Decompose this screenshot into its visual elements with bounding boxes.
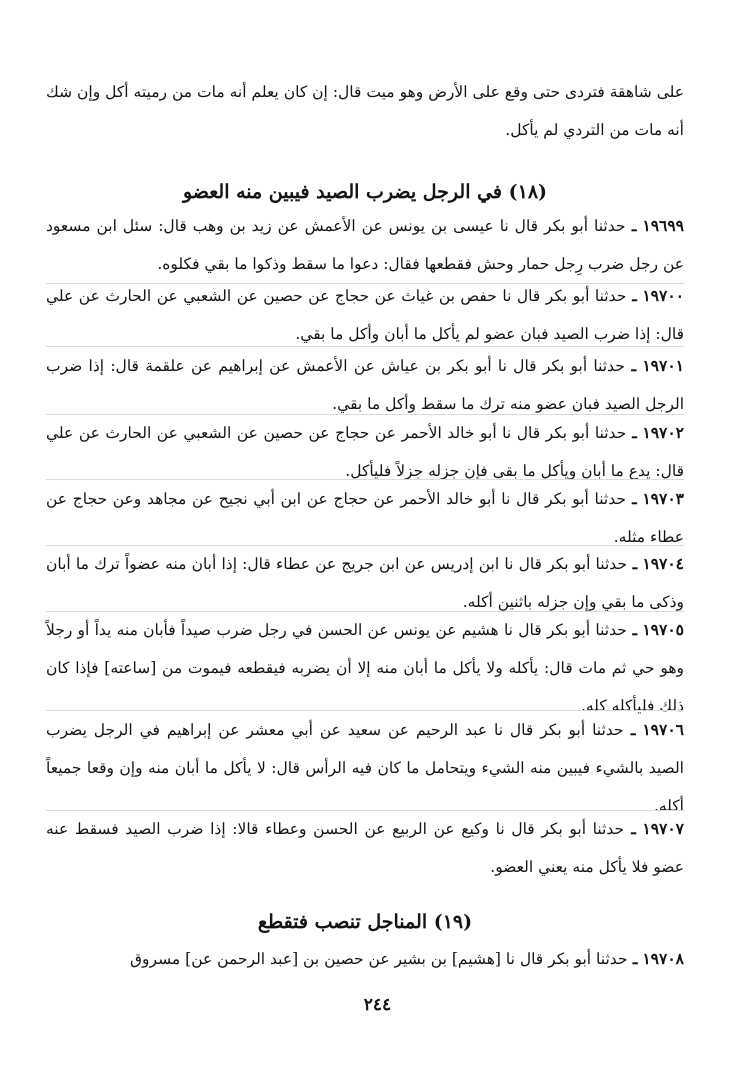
- hadith-entry: [46, 711, 684, 825]
- entry-dash: ـ: [623, 720, 636, 739]
- entry-dash: ـ: [625, 216, 637, 235]
- hadith-entry: [46, 611, 684, 725]
- entry-number: ١٩٧٠٦: [642, 720, 684, 739]
- entry-dash: ـ: [626, 554, 638, 573]
- entry-number: ١٩٧٠٠: [642, 286, 684, 305]
- entry-dash: ـ: [626, 286, 637, 305]
- entry-number: ١٩٦٩٩: [642, 216, 685, 235]
- hadith-entry: [46, 277, 684, 353]
- entry-dash: ـ: [624, 356, 637, 375]
- entry-text: حدثنا أبو بكر قال نا أبو خالد الأحمر عن حجاج عن حصين عن الشعبي عن الحارث عن علي قال: يدع ما أبان ويأكل ما بقي فإن جزله جزلاً فليأكل.: [46, 424, 684, 480]
- hadith-entry: [46, 545, 684, 621]
- entry-number: ١٩٧٠٨: [642, 949, 684, 968]
- section-heading-19: (١٩) المناجل تنصب فتقطع: [257, 911, 473, 933]
- entry-text: حدثنا أبو بكر قال نا أبو بكر بن عياش عن الأعمش عن إبراهيم عن علقمة قال: إذا ضرب الرجل الصيد فبان عضو منه ترك ما سقط وأكل ما بقي.: [46, 357, 684, 413]
- page-number: ٢٤٤: [363, 995, 392, 1015]
- entry-text: حدثنا أبو بكر قال نا [هشيم] بن بشير عن حصين بن [عبد الرحمن عن] مسروق: [130, 950, 628, 968]
- entry-text: حدثنا أبو بكر قال نا عبد الرحيم عن سعيد عن أبي معشر عن إبراهيم في الرجل يضرب الصيد بالشيء فيبين منه الشيء ويتحامل ما كان فيه الرأس قال: لا يأكل ما أبان منه وإن وقعا جميعاً أكله.: [46, 721, 684, 815]
- entry-text: حدثنا أبو بكر قال نا ابن إدريس عن ابن جريج عن عطاء قال: إذا أبان منه عضواً ترك ما أبان وذكى ما بقي وإن جزله باثنين أكله.: [46, 555, 684, 611]
- entry-text: حدثنا أبو بكر قال نا أبو خالد الأحمر عن حجاج عن ابن أبي نجيح عن مجاهد وعن حجاج عن عطاء مثله.: [46, 490, 684, 546]
- hadith-entry: [46, 347, 684, 423]
- entry-dash: ـ: [626, 620, 638, 639]
- hadith-entry-last: [46, 940, 684, 978]
- entry-text: حدثنا أبو بكر قال نا حفص بن غياث عن حجاج عن حصين عن الشعبي عن الحارث عن علي قال: إذا ضرب الصيد فبان عضو لم يأكل ما أبان وأكل ما بقي.: [46, 287, 684, 343]
- entry-text: حدثنا أبو بكر قال نا هشيم عن يونس عن الحسن في رجل ضرب صيداً فأبان منه يداً أو رجلاً وهو حي ثم مات قال: يأكله ولا يأكل ما أبان منه إلا أن يضربه فيقطعه فيموت من [ساعته] فإذا كان ذلك فليأكله كله.: [46, 621, 684, 715]
- section-heading-18: (١٨) في الرجل يضرب الصيد فيبين منه العضو: [182, 181, 548, 203]
- entry-number: ١٩٧٠٧: [642, 819, 685, 838]
- entry-text: حدثنا أبو بكر قال نا وكيع عن الربيع عن الحسن وعطاء قالا: إذا ضرب الصيد فسقط عنه عضو فلا يأكل منه يعني العضو.: [46, 820, 684, 876]
- hadith-entry: [46, 207, 684, 283]
- entry-text: حدثنا أبو بكر قال نا عيسى بن يونس عن الأعمش عن زيد بن وهب قال: سئل ابن مسعود عن رجل ضرب رِجل حمار وحش فقطعها فقال: دعوا ما سقط وذكوا ما بقي فكلوه.: [46, 217, 684, 273]
- entry-number: ١٩٧٠٣: [642, 489, 684, 508]
- entry-number: ١٩٧٠٥: [642, 620, 684, 639]
- entry-dash: ـ: [624, 819, 636, 838]
- entry-number: ١٩٧٠٢: [642, 423, 685, 442]
- entry-dash: ـ: [626, 423, 637, 442]
- hadith-entry: [46, 810, 684, 886]
- entry-number: ١٩٧٠٤: [642, 554, 685, 573]
- entry-dash: ـ: [627, 949, 638, 968]
- intro-text: على شاهقة فتردى حتى وقع على الأرض وهو ميت قال: إن كان يعلم أنه مات من رميته أكل وإن شك أنه مات من التردي لم يأكل.: [46, 83, 684, 139]
- entry-dash: ـ: [625, 489, 637, 508]
- intro-paragraph: [46, 73, 684, 149]
- entry-number: ١٩٧٠١: [642, 356, 684, 375]
